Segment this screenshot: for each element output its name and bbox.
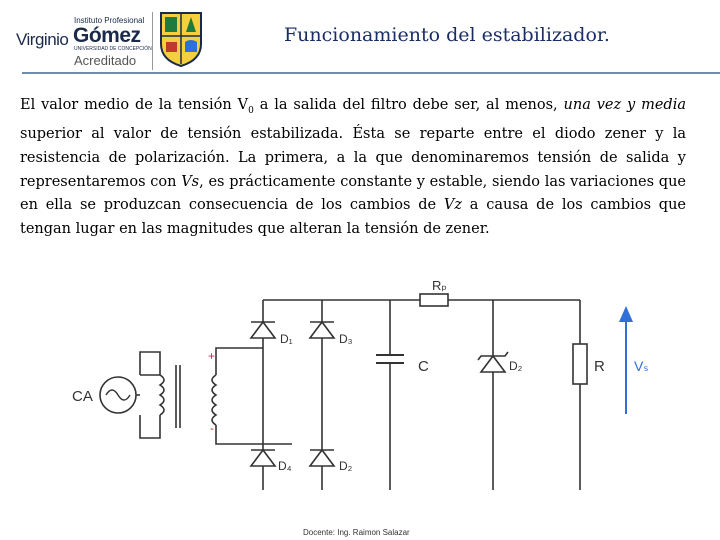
- transformer-secondary-coil: [212, 375, 216, 425]
- ac-source: [72, 377, 140, 413]
- diode-d4-label: D₄: [278, 459, 292, 473]
- para-italic-1: una vez y media: [563, 97, 686, 113]
- polarity-plus-label: +: [208, 349, 216, 363]
- ac-source-label: CA: [72, 388, 93, 405]
- capacitor: [376, 355, 429, 375]
- footer-teacher: Docente: Ing. Raimon Salazar: [303, 528, 410, 537]
- logo-university-text: UNIVERSIDAD DE CONCEPCIÓN: [74, 46, 152, 52]
- logo-acreditado-text: Acreditado: [74, 53, 137, 68]
- resistor-r-label: R: [594, 358, 605, 375]
- transformer: [160, 365, 216, 428]
- transformer-primary-coil: [160, 375, 164, 415]
- para-text-1: El valor medio de la tensión V: [20, 97, 249, 113]
- para-text-3: superior al valor de tensión estabilizada. Ésta se reparte entre el diodo zener y la resistencia de polarización. La primera, a la que denominaremos tensión de salida y representaremos con: [20, 126, 686, 190]
- output-voltage-label: Vₛ: [634, 358, 649, 374]
- capacitor-label: C: [418, 358, 429, 375]
- zener-diode: [478, 352, 523, 373]
- zener-diode-label: D₂: [509, 359, 523, 373]
- diode-d3: [310, 322, 353, 346]
- arrow-up-icon: [619, 306, 633, 322]
- page-title: Funcionamiento del estabilizador.: [284, 24, 610, 46]
- diode-d2: [310, 450, 353, 473]
- stabilizer-circuit-diagram: [60, 270, 660, 490]
- resistor-rp-label: Rₚ: [432, 278, 447, 293]
- resistor-rp: [420, 278, 448, 306]
- header-rule: [22, 72, 720, 74]
- logo-divider: [152, 12, 153, 70]
- polarity-minus-label: -: [210, 421, 214, 435]
- diode-d1-label: D₁: [280, 332, 293, 346]
- logo-gomez-text: Gómez: [73, 24, 141, 47]
- output-voltage-arrow: [619, 306, 649, 414]
- diode-d4: [251, 450, 292, 473]
- diode-d1: [251, 322, 293, 346]
- logo-virginio-text: Virginio: [16, 30, 69, 49]
- para-italic-vs: Vs: [181, 173, 200, 190]
- para-subscript: 0: [248, 105, 254, 116]
- para-text-5: a causa de los cambios que tengan lugar en las magnitudes que alteran la tensión de zener.: [20, 197, 686, 237]
- diode-d3-label: D₃: [339, 332, 353, 346]
- sine-wave-icon: [106, 390, 130, 400]
- institution-logo: [10, 8, 215, 70]
- circuit-wires: [140, 300, 580, 490]
- diode-d2-label: D₂: [339, 459, 353, 473]
- para-text-4: , es prácticamente constante y estable, siendo las variaciones que en ella se produzcan consecuencia de los cambios de: [20, 173, 686, 214]
- logo-instituto-text: Instituto Profesional: [74, 16, 145, 25]
- resistor-r: [573, 344, 605, 384]
- para-italic-vz: Vz: [443, 197, 463, 214]
- body-paragraph: [20, 94, 686, 241]
- shield-icon: [158, 10, 204, 68]
- para-text-2: a la salida del filtro debe ser, al menos,: [253, 97, 564, 113]
